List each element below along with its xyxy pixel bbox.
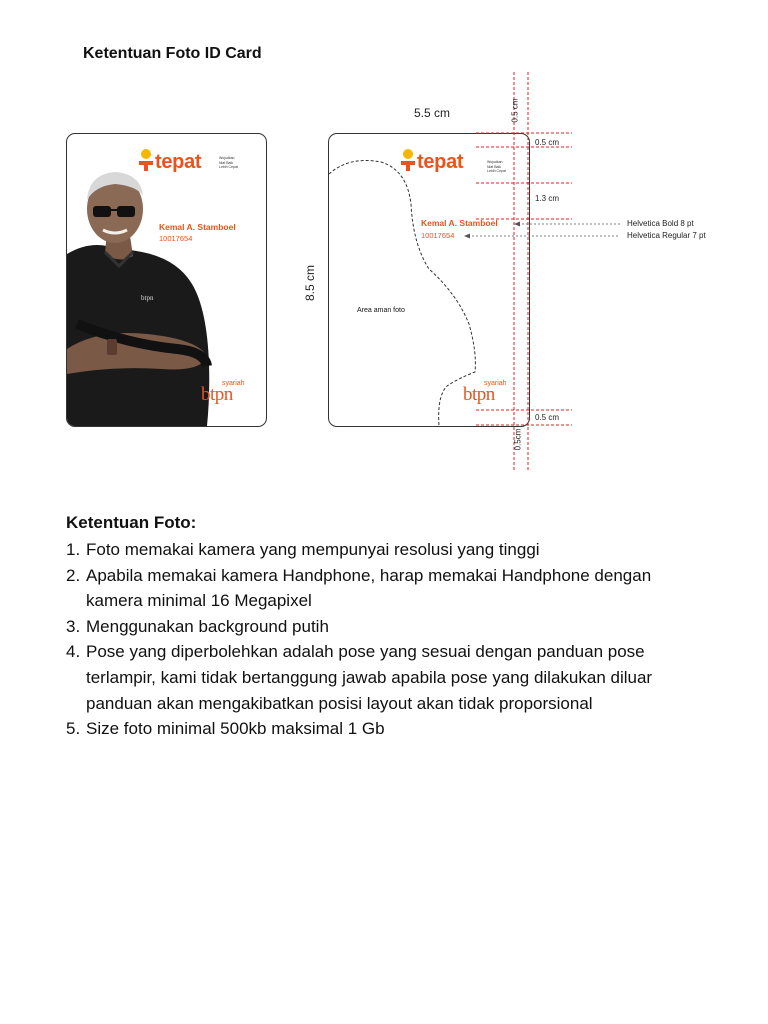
width-dimension: 5.5 cm [414, 106, 451, 120]
list-item: 2. Apabila memakai kamera Handphone, harap memakai Handphone dengan kamera minimal 16 Megapixel [66, 565, 652, 611]
shirt-logo: btpn [141, 294, 154, 302]
btpn-logo: btpn [201, 384, 233, 405]
rules-heading: Ketentuan Foto: [66, 513, 197, 532]
rules-list [66, 537, 746, 742]
brand-tagline: Wujudkan Niat Baik Lebih Cepat [219, 156, 238, 169]
cardholder-name: Kemal A. Stamboel [421, 218, 498, 228]
cardholder-number: 10017654 [421, 231, 455, 240]
brand-logo: tepat [155, 151, 202, 173]
margin-top-horizontal: 0.5 cm [535, 138, 560, 147]
height-dimension: 8.5 cm [303, 265, 317, 302]
list-item: 3. Menggunakan background putih [66, 616, 329, 636]
brand-logo: tepat [417, 151, 464, 173]
list-item: 4. Pose yang diperbolehkan adalah pose yang sesuai dengan panduan pose terlampir, kami tidak bertanggung jawab apabila pose yang dilakukan diluar panduan akan mengakibatkan posisi layout akan tidak proporsional [66, 642, 653, 713]
margin-bottom-vertical: 0.5cm [513, 428, 523, 451]
margin-top-vertical: 0.5 cm [510, 98, 520, 123]
list-item: 1. Foto memakai kamera yang mempunyai resolusi yang tinggi [66, 540, 540, 559]
brand-tagline: Wujudkan Niat Baik Lebih Cepat [487, 160, 506, 173]
cardholder-name: Kemal A. Stamboel [159, 222, 236, 232]
cardholder-number: 10017654 [159, 234, 193, 243]
logo-gap-dimension: 1.3 cm [535, 194, 560, 203]
font-number-spec: Helvetica Regular 7 pt [627, 231, 706, 240]
list-item: 5. Size foto minimal 500kb maksimal 1 Gb [66, 719, 385, 739]
btpn-syariah-label: syariah [484, 380, 507, 387]
safe-area-label: Area aman foto [357, 307, 405, 314]
margin-bottom-horizontal: 0.5 cm [535, 413, 560, 422]
btpn-syariah-label: syariah [222, 380, 245, 387]
btpn-logo: btpn [463, 384, 495, 405]
page-title: Ketentuan Foto ID Card [83, 45, 262, 62]
font-name-spec: Helvetica Bold 8 pt [627, 219, 694, 228]
